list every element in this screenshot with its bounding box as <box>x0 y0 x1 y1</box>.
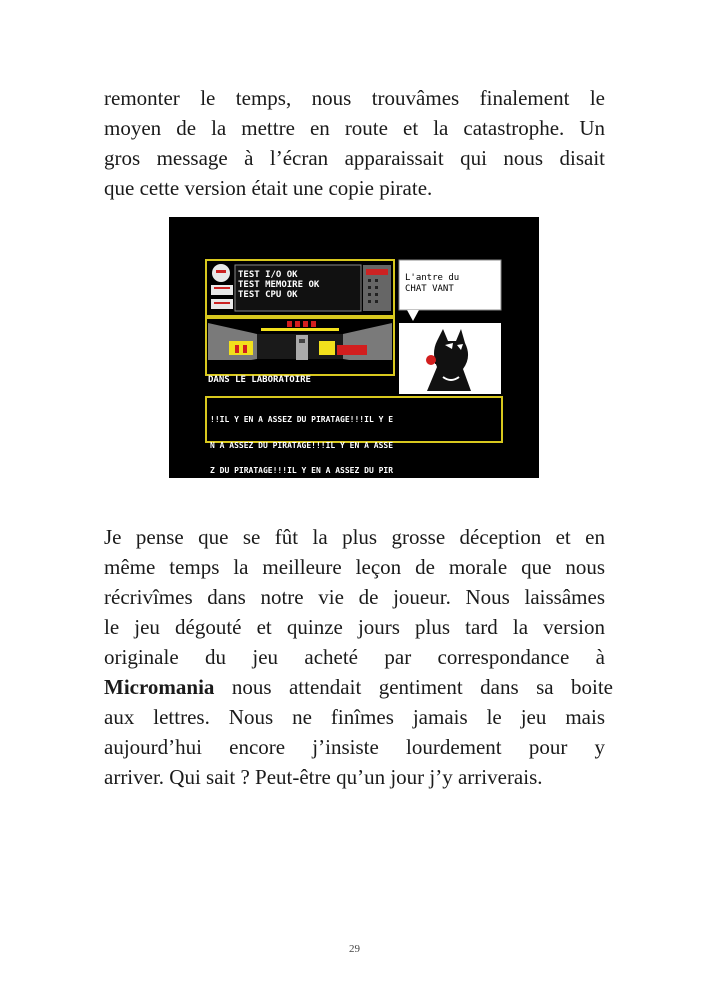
test-line: TEST CPU OK <box>238 290 298 300</box>
text-line: Je pense que se fût la plus grosse déception et en <box>104 525 605 549</box>
bubble-line: L'antre du <box>405 273 460 283</box>
system-test-text <box>238 270 319 300</box>
text-line: arriver. Qui sait ? Peut-être qu’un jour j’y arriverais. <box>104 765 543 789</box>
paragraph-1 <box>104 83 605 203</box>
text-line: aujourd’hui encore j’insiste lourdement pour y <box>104 735 605 759</box>
text-line: originale du jeu acheté par correspondance à <box>104 645 605 669</box>
page-number: 29 <box>349 943 360 955</box>
text-line: le jeu dégouté et quinze jours plus tard la version <box>104 615 605 639</box>
micromania-brand: Micromania <box>104 675 215 699</box>
text-line: même temps la meilleure leçon de morale que nous <box>104 555 605 579</box>
paragraph-2 <box>104 522 613 792</box>
message-line: ATAGE!!!IL Y EN A ASSEZ DU PIRATAGE!!! <box>210 491 394 501</box>
text-line: moyen de la mettre en route et la catastrophe. Un <box>104 116 605 140</box>
message-line: Z DU PIRATAGE!!!IL Y EN A ASSEZ DU PIR <box>210 466 394 475</box>
location-label: DANS LE LABORATOIRE <box>208 375 311 385</box>
test-line: TEST MEMOIRE OK <box>238 280 320 290</box>
text-line: récrivîmes dans notre vie de joueur. Nous laissâmes <box>104 585 605 609</box>
test-line: TEST I/O OK <box>238 270 298 280</box>
message-line: N A ASSEZ DU PIRATAGE!!!IL Y EN A ASSE <box>210 440 394 450</box>
game-screenshot <box>169 217 539 526</box>
message-line: IL Y EN A ASSEZ DU PIRATAGE!!!IL Y EN <box>210 517 389 526</box>
text-line: que cette version était une copie pirate. <box>104 176 433 200</box>
speech-bubble-text <box>405 273 459 295</box>
text-line: gros message à l’écran apparaissait qui nous disait <box>104 146 605 170</box>
text-line: remonter le temps, nous trouvâmes finalement le <box>104 86 605 110</box>
text-line <box>104 672 613 702</box>
bubble-line: CHAT VANT <box>405 284 454 294</box>
text-line: aux lettres. Nous ne finîmes jamais le jeu mais <box>104 705 605 729</box>
message-line: !!IL Y EN A ASSEZ DU PIRATAGE!!!IL Y E <box>210 415 394 424</box>
text-fragment: nous attendait gentiment dans sa boite <box>214 675 613 699</box>
